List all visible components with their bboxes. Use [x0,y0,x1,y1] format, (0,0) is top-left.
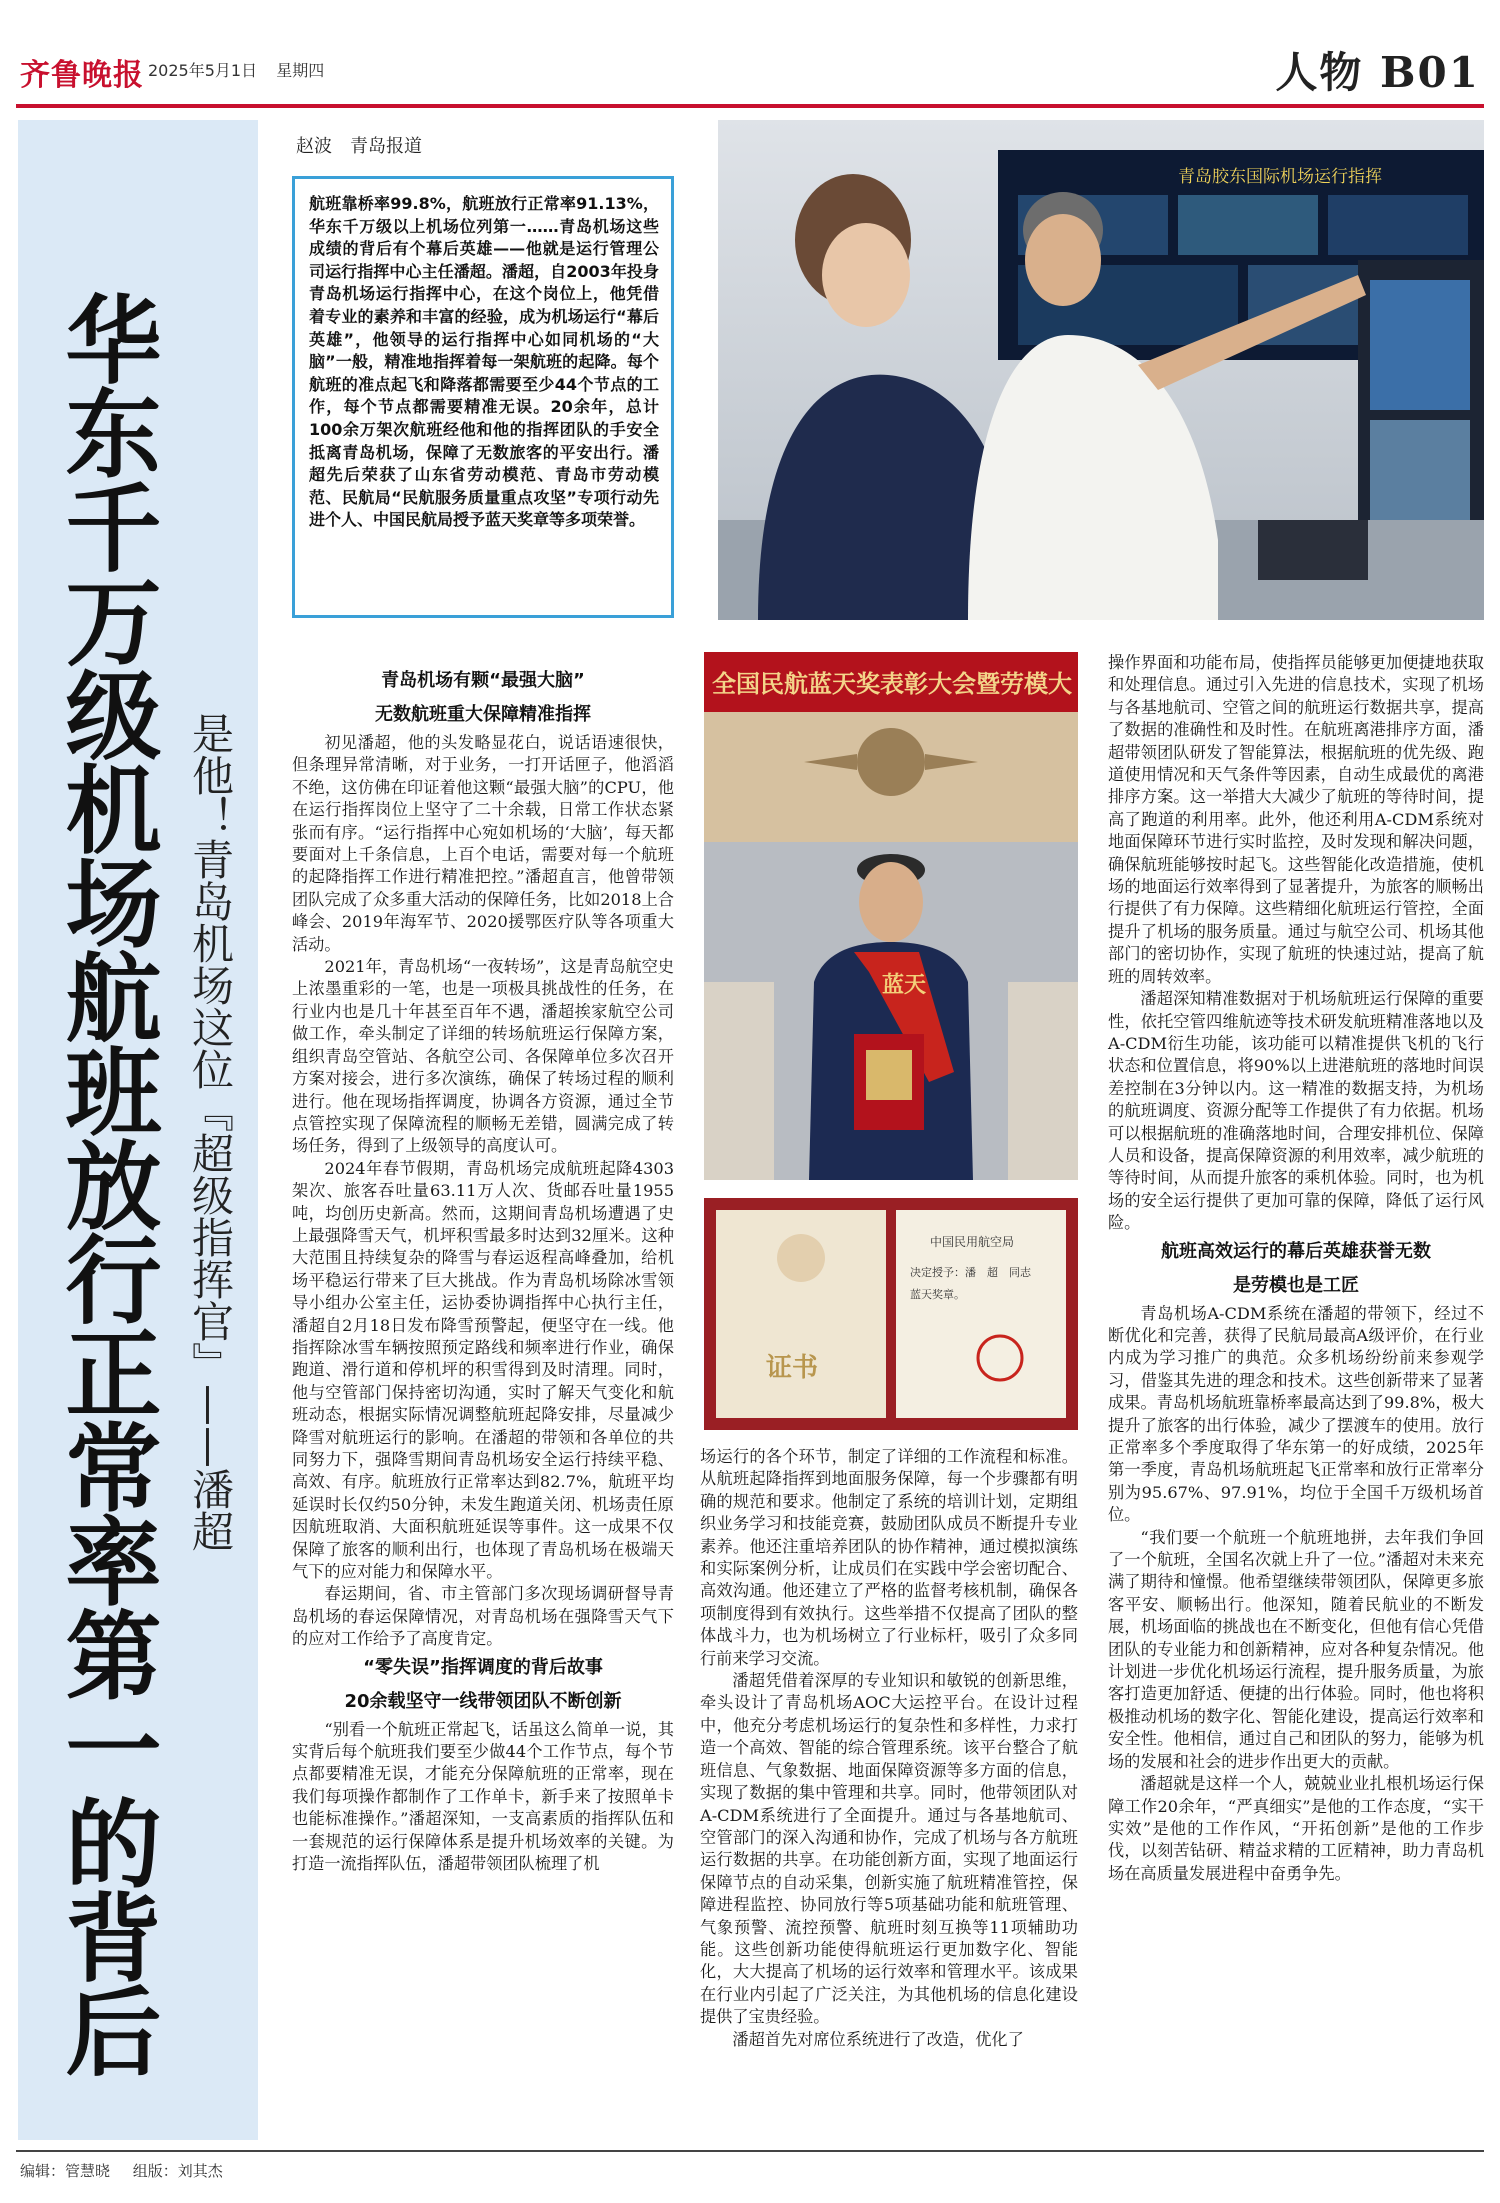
paragraph-continued: 场运行的各个环节，制定了详细的工作流程和标准。从航班起降指挥到地面服务保障，每一个步骤都有明确的规范和要求。他制定了系统的培训计划，定期组织业务学习和技能竞赛，鼓励团队成员不断提升专业素养。他还注重培养团队的协作精神，通过模拟演练和实际案例分析，让成员们在实践中学会密切配合、高效沟通。他还建立了严格的监督考核机制，确保各项制度得到有效执行。这些举措不仅提高了团队的整体战斗力，也为机场树立了行业标杆，吸引了众多同行前来学习交流。 [700,1447,1078,1668]
article-column-2 [700,1446,1078,2051]
certificate-award-line-2: 蓝天奖章。 [910,1288,965,1301]
photo-award-ceremony [704,652,1078,1180]
lead-summary-text: 航班靠桥率99.8%，航班放行正常率91.13%，华东千万级以上机场位列第一……青岛机场这些成绩的背后有个幕后英雄——他就是运行管理公司运行指挥中心主任潘超。潘超，自2003年投身青岛机场运行指挥中心，在这个岗位上，他凭借着专业的素养和丰富的经验，成为机场运行“幕后英雄”，他领导的运行指挥中心如同机场的“大脑”一般，精准地指挥着每一架航班的起降。每个航班的准点起飞和降落都需要至少44个节点的工作，每个节点都需要精准无误。20余年，总计100余万架次航班经他和他的指挥团队的手安全抵离青岛机场，保障了无数旅客的平安出行。潘超先后荣获了山东省劳动模范、青岛市劳动模范、民航局“民航服务质量重点攻坚”专项行动先进个人、中国民航局授予蓝天奖章等多项荣誉。 [309,194,659,530]
issue-date: 2025年5月1日 [148,61,258,80]
paragraph-continued: 操作界面和功能布局，使指挥员能够更加便捷地获取和处理信息。通过引入先进的信息技术，实现了机场与各基地航司、空管之间的航班运行数据共享，提高了数据的准确性和及时性。在航班离港排序方面，潘超带领团队研发了智能算法，根据航班的优先级、跑道使用情况和天气条件等因素，自动生成最优的离港排序方案。这一举措大大减少了航班的等待时间，提高了跑道的利用率。此外，他还利用A-CDM系统对地面保障环节进行实时监控，及时发现和解决问题，确保航班能够按时起飞。这些智能化改造措施，使机场的地面运行效率得到了显著提升，为旅客的顺畅出行提供了有力保障。这些精细化航班运行管控，全面提升了机场的服务质量。通过与航空公司、机场其他部门的密切协作，实现了航班的快速过站，提高了航班的周转效率。 [1108,653,1484,986]
paragraph: “别看一个航班正常起飞，话虽这么简单一说，其实背后每个航班我们要至少做44个工作节点，每个节点都要精准无误，才能充分保障航班的正常率，现在我们每项操作都制作了工作单卡，新手来了按照单卡也能标准操作。”潘超深知，一支高素质的指挥队伍和一套规范的运行保障体系是提升机场效率的关键。为打造一流指挥队伍，潘超带领团队梳理了机 [292,1719,674,1874]
section-2-subheading: 20余载坚守一线带领团队不断创新 [344,1690,622,1712]
footer-divider [16,2150,1484,2152]
paragraph: “我们要一个航班一个航班地拼，去年我们争回了一个航班，全国名次就上升了一位。”潘超对未来充满了期待和憧憬。他希望继续带领团队，保障更多旅客平安、顺畅出行。他深知，随着民航业的不断发展，机场面临的挑战也在不断变化，但他有信心凭借团队的专业能力和创新精神，应对各种复杂情况。他计划进一步优化机场运行流程，提升服务质量，为旅客打造更加舒适、便捷的出行体验。同时，他也将积极推动机场的数字化、智能化建设，提高运行效率和安全性。他相信，通过自己和团队的努力，能够为机场的发展和社会的进步作出更大的贡献。 [1108,1527,1484,1771]
certificate-cover-text: 证书 [766,1353,819,1383]
award-banner-text: 全国民航蓝天奖表彰大会暨劳模大 [712,670,1072,698]
layout-credit: 组版：刘其杰 [132,2162,223,2180]
issue-info [148,58,338,81]
section-1-subheading: 无数航班重大保障精准指挥 [375,704,591,725]
header-divider [16,104,1484,108]
sash-text: 蓝天 [882,973,927,998]
section-3-subheading: 是劳模也是工匠 [1233,1274,1359,1296]
photo-certificate [704,1198,1078,1430]
article-column-3 [1108,652,1484,1885]
award-ceremony-illustration [704,652,1078,1180]
byline: 赵波 青岛报道 [296,136,422,157]
certificate-award-line: 决定授予：潘 超 同志 [910,1266,1031,1279]
paragraph: 潘超凭借着深厚的专业知识和敏锐的创新思维，牵头设计了青岛机场AOC大运控平台。在设计过程中，他充分考虑机场运行的复杂性和多样性，力求打造一个高效、智能的综合管理系统。该平台整合了航班信息、气象数据、地面保障资源等多方面的信息，实现了数据的集中管理和共享。同时，他带领团队对A-CDM系统进行了全面提升。通过与各基地航司、空管部门的深入沟通和协作，完成了机场与各方航班运行数据的共享。在功能创新方面，实现了地面运行保障节点的自动采集，创新实施了航班精准管控，保障进程监控、协同放行等5项基础功能和航班管理、气象预警、流控预警、航班时刻互换等11项辅助功能。这些创新功能使得航班运行更加数字化、智能化，大大提高了机场的运行效率和管理水平。该成果在行业内引起了广泛关注，为其他机场的信息化建设提供了宝贵经验。 [700,1671,1078,2027]
paragraph: 2024年春节假期，青岛机场完成航班起降4303架次、旅客吞吐量63.11万人次、货邮吞吐量1955吨，均创历史新高。然而，这期间青岛机场遭遇了史上最强降雪天气，机坪积雪最多时达到32厘米。这种大范围且持续复杂的降雪与春运返程高峰叠加，给机场平稳运行带来了巨大挑战。作为青岛机场除冰雪领导小组办公室主任，运协委协调指挥中心执行主任，潘超自2月18日发布降雪预警起，便坚守在一线。他指挥除冰雪车辆按照预定路线和频率进行作业，确保跑道、滑行道和停机坪的积雪得到及时清理。同时，他与空管部门保持密切沟通，实时了解天气变化和航班动态，根据实际情况调整航班起降安排，尽量减少降雪对航班运行的影响。在潘超的带领和各单位的共同努力下，强降雪期间青岛机场安全运行持续平稳、高效、有序。航班放行正常率达到82.7%，航班平均延误时长仅约50分钟，未发生跑道关闭、机场责任原因航班取消、大面积航班延误等事件。这一成果不仅保障了旅客的顺利出行，也体现了青岛机场在极端天气下的应对能力和保障水平。 [292,1158,674,1582]
section-2-heading: “零失误”指挥调度的背后故事 [363,1656,603,1678]
issue-weekday: 星期四 [276,61,325,80]
operations-center-illustration [718,120,1484,620]
paragraph: 青岛机场A-CDM系统在潘超的带领下，经过不断优化和完善，获得了民航局最高A级评价，在行业内成为学习推广的典范。众多机场纷纷前来参观学习，借鉴其先进的理念和技术。这些创新带来了显著成果。青岛机场航班靠桥率最高达到了99.8%，极大提升了旅客的出行体验，减少了摆渡车的使用。放行正常率多个季度取得了华东第一的好成绩，2025年第一季度，青岛机场航班起飞正常率和放行正常率分别为95.67%、97.91%，均位于全国千万级机场首位。 [1108,1303,1484,1525]
article-column-1 [292,664,674,1876]
paragraph: 春运期间，省、市主管部门多次现场调研督导青岛机场的春运保障情况，对青岛机场在强降雪天气下的应对工作给予了高度肯定。 [292,1584,674,1649]
section-label: 人物 B01 [1275,48,1480,97]
paragraph: 2021年，青岛机场“一夜转场”，这是青岛航空史上浓墨重彩的一笔，也是一项极具挑战性的任务，在行业内也是几十年甚至百年不遇，潘超挨家航空公司做工作，牵头制定了详细的转场航班运行保障方案，组织青岛空管站、各航空公司、各保障单位多次召开方案对接会，进行多次演练，确保了转场过程的顺利进行。他在现场指挥调度，协调各方资源，通过全节点管控实现了保障流程的顺畅无差错，圆满完成了转场任务，得到了上级领导的高度认可。 [292,957,674,1156]
masthead [0,0,1500,110]
sub-headline: 是他！青岛机场这位『超级指挥官』——潘超 [186,712,235,1552]
lead-summary-box [292,176,674,618]
certificate-illustration [704,1198,1078,1430]
screen-banner-text: 青岛胶东国际机场运行指挥 [1178,167,1382,187]
footer-credits [20,2160,241,2181]
photo-operations-center [718,120,1484,620]
paragraph: 潘超就是这样一个人，兢兢业业扎根机场运行保障工作20余年，“严真细实”是他的工作态度，“实干实效”是他的工作作风，“开拓创新”是他的工作步伐，以刻苦钻研、精益求精的工匠精神，助力青岛机场在高质量发展进程中奋勇争先。 [1108,1774,1484,1883]
section-3-heading: 航班高效运行的幕后英雄获誉无数 [1161,1240,1431,1262]
paragraph: 潘超首先对席位系统进行了改造，优化了 [732,2029,1024,2049]
editor-credit: 编辑：管慧晓 [20,2162,111,2180]
paragraph: 初见潘超，他的头发略显花白，说话语速很快，但条理异常清晰，对于业务，一打开话匣子，他滔滔不绝，这仿佛在印证着他这颗“最强大脑”的CPU，他在运行指挥岗位上坚守了二十余载，日常工作状态紧张而有序。“运行指挥中心宛如机场的‘大脑’，每天都要面对上千条信息，上百个电话，需要对每一个航班的起降指挥工作进行精准把控。”潘超直言，他曾带领团队完成了众多重大活动的保障任务，比如2018上合峰会、2019年海军节、2020援鄂医疗队等各项重大活动。 [292,733,674,954]
newspaper-logo: 齐鲁晚报 [20,58,144,93]
paragraph: 潘超深知精准数据对于机场航班运行保障的重要性，依托空管四维航迹等技术研发航班精准落地以及A-CDM衍生功能，该功能可以精准提供飞机的飞行状态和位置信息，将90%以上进港航班的落地时间误差控制在3分钟以内。这一精准的数据支持，为机场的航班调度、资源分配等工作提供了有力依据。机场可以根据航班的准确落地时间，合理安排机位、保障人员和设备，提高保障资源的利用效率，减少航班的等待时间，从而提升旅客的乘机体验。同时，也为机场的安全运行提供了更加可靠的保障，降低了运行风险。 [1108,989,1484,1233]
section-1-heading: 青岛机场有颗“最强大脑” [381,670,585,691]
certificate-issuer: 中国民用航空局 [930,1235,1015,1249]
main-headline: 华东千万级机场航班放行正常率第一的背后 [50,290,162,2076]
